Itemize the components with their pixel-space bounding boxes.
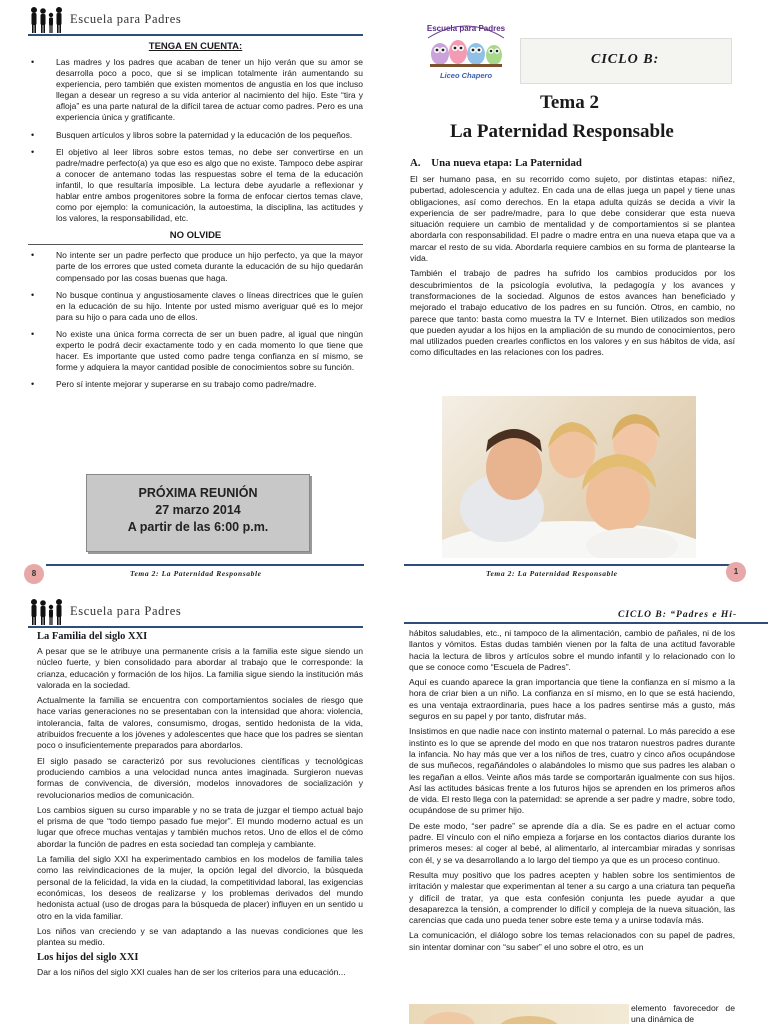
header-ciclo-b: CICLO B: “Padres e Hi- bbox=[618, 610, 738, 620]
ciclo-label: CICLO B: bbox=[591, 52, 660, 67]
q2-body bbox=[410, 174, 735, 392]
heading-hijos: Los hijos del siglo XXI bbox=[37, 952, 139, 964]
list-item: • Busquen artículos y libros sobre la paternidad y la educación de los pequeños. bbox=[28, 130, 363, 141]
list-item: • No existe una única forma correcta de ser un buen padre, al igual que ningún experto le podrá decir exactamente todo y en cada momento lo que tiene que hacer. Es importante que usted como padre tenga confianza en sí mismo, se forme y adquiera la mayor cantidad posible de conocimientos sobre su función. bbox=[28, 329, 363, 373]
paragraph: Insistimos en que nadie nace con instinto maternal o paternal. Lo más parecido a ese instinto es lo que se aprende del modo en que nos trataron nuestros padres durante la infancia. No hay más que ver a los niños de tres, cuatro y cinco años ocupándose de sus muñecos, regañándoles o alabándoles lo mismo que sus padres les alaban o les regañan a ellos. Veinte años más tarde se comportarán igualmente con sus hijos. Así las actitudes básicas frente a los futuros hijos se aprenden en los primeros años de vida. El resto llega con la paternidad: se aprende a ser padre y madre, sobre todo, ocupándose de su primer hijo. bbox=[409, 726, 735, 816]
meeting-title: PRÓXIMA REUNIÓN bbox=[138, 486, 258, 500]
family-silhouette-icon bbox=[28, 6, 66, 34]
list-item: • No busque continua y angustiosamente claves o líneas directrices que le guíen en la educación de su hijo. Intente por usted mismo averiguar qué es lo mejor para su hijo o para cada uno de ellos. bbox=[28, 290, 363, 323]
family-photo-illustration bbox=[442, 396, 696, 558]
owls-logo-icon bbox=[420, 16, 512, 86]
footer-rule bbox=[46, 564, 364, 566]
logo-top-text: Escuela para Padres bbox=[426, 24, 506, 33]
bottom-photo-illustration bbox=[409, 1004, 629, 1024]
meeting-date: 27 marzo 2014 bbox=[155, 503, 241, 517]
paragraph-tail: elemento favorecedor de una dinámica de bbox=[631, 1003, 735, 1024]
paragraph: También el trabajo de padres ha sufrido los cambios producidos por los descubrimientos de la psicología evolutiva, la pedagogía y los avances y transformaciones de la sociedad. Algunos de estos avances han beneficiado y mejorado el trabajo educativo de los padres en su función. Otros, en cambio, no parece que tanto: basta como muestra la TV e Internet. Bien utilizados son medios que pueden ayudar a los hijos en la ampliación de su mundo de conocimientos, pero mal utilizados pueden crearles conflictos en los valores y en sus hábitos de vida, así como dificultades en las relaciones con los padres. bbox=[410, 268, 735, 358]
meeting-time: A partir de las 6:00 p.m. bbox=[127, 520, 269, 534]
bottom-photo-fragment bbox=[409, 1004, 629, 1024]
paragraph: Resulta muy positivo que los padres acepten y hablen sobre los sentimientos de irritación y malestar que experimentan al tener a su cargo a una criatura tan pequeña y difícil de tratar, ya que esta confesión conjunta les puede ayudar a que desaparezca la tensión, a comprender lo difícil y compleja de la nueva situación, las carencias que cada uno pueda tener sobre este tema y a unirse todavía más. bbox=[409, 869, 735, 926]
page-number-badge: 1 bbox=[726, 562, 746, 582]
header-rule bbox=[404, 622, 768, 624]
brand-title: Escuela para Padres bbox=[70, 604, 182, 618]
family-silhouette-icon bbox=[28, 598, 66, 626]
paragraph: De este modo, “ser padre” se aprende día a día. Se es padre en el actuar como padre. El vínculo con el niño empieza a forjarse en los contactos diarios durante los primeros meses: al coger al bebé, al alimentarlo, al intercambiar miradas y sonrisas con él, y se va desarrollando a lo largo del tiempo ya que es un proceso continuo. bbox=[409, 820, 735, 865]
list-no-olvide bbox=[28, 250, 363, 390]
paragraph: La familia del siglo XXI ha experimentado cambios en los modelos de familia tales como las reivindicaciones de la mujer, la opción legal del divorcio, la búsqueda personal de la felicidad, la vida en la ciudad, la competitividad laboral, las exigencias económicas, los deseos de realizarse y los problemas derivados del mundo hedonista actual (uso de drogas para la búsqueda de placer) influyen en un sentido u otro en la vida familiar. bbox=[37, 854, 363, 921]
list-item: • El objetivo al leer libros sobre estos temas, no debe ser convertirse en un padre/madre perfecto(a) ya que eso es algo que no existe. Tampoco debe aspirar a conocer de antemano todas las respuestas sobre el tema de la educación infantil, lo que resultaría imposible. La lectura debe ayudarle a reflexionar y hablar entre ambos progenitores sobre la forma de enfocar ciertos temas clave, como por ejemplo: la comunicación, la autoestima, la disciplina, las actitudes y los valores, la responsabilidad, etc. bbox=[28, 147, 363, 225]
logo-bottom-text: Liceo Chapero bbox=[439, 71, 493, 80]
header-escuela-left-top bbox=[28, 4, 363, 36]
paragraph: El ser humano pasa, en su recorrido como sujeto, por distintas etapas: niñez, pubertad, adolescencia y adultez. En cada una de ellas juega un papel y tiene unas obligaciones, así como derechos. En la etapa adulta quizás se decida a vivir la experiencia de ser padre/madre, para lo que debe considerar que esta nueva situación requiere un cambio de mentalidad y de comportamientos si se plantea abordarla con responsabilidad. El padre o madre entra en una nueva etapa que va a marcar el resto de su vida. Abordarla requiere cambios en su forma de plantearse la vida. bbox=[410, 174, 735, 264]
list-item: • Las madres y los padres que acaban de tener un hijo verán que su amor se desarrolla poco a poco, que si se implican totalmente irán aumentando su experiencia, pero también que existen momentos de angustia en los que incluso llegan a desear un regreso a su vida anterior al nacimiento del hijo. Este “tira y afloja” es una parte natural de la difícil tarea de actuar como padres. Pero es una experiencia única y gratificante. bbox=[28, 57, 363, 124]
list-item: • Pero sí intente mejorar y superarse en su trabajo como padre/madre. bbox=[28, 379, 363, 390]
next-meeting-box bbox=[86, 474, 310, 552]
paragraph: A pesar que se le atribuye una permanente crisis a la familia este sigue siendo un núcleo fuerte, y bien consolidado para abordar al trabajo que le corresponde: la crianza, educación y formación de los hijos. La familia sigue siendo la institución más valorada en la sociedad. bbox=[37, 646, 363, 690]
paragraph: Los niños van creciendo y se van adaptando a las nuevas condiciones que les plantea su medio. bbox=[37, 925, 363, 948]
q1-content bbox=[28, 38, 363, 466]
page-number-badge: 8 bbox=[24, 564, 44, 584]
header-escuela-left-bottom bbox=[28, 596, 363, 628]
q4-body bbox=[409, 628, 735, 1004]
section-title-tenga: TENGA EN CUENTA: bbox=[148, 41, 243, 52]
brand-title: Escuela para Padres bbox=[70, 12, 182, 26]
subheading-nueva-etapa: A. Una nueva etapa: La Paternidad bbox=[410, 157, 582, 169]
paragraph: La comunicación, el diálogo sobre los temas relacionados con su papel de padres, sin intentar dominar con “su saber” el uno sobre el otro, es un bbox=[409, 930, 735, 952]
section-title-no-olvide: NO OLVIDE bbox=[28, 230, 363, 245]
footer-text: Tema 2: La Paternidad Responsable bbox=[486, 569, 618, 578]
paragraph: Actualmente la familia se encuentra con comportamientos sociales de riesgo que hace varias generaciones no se presentaban con la intensidad que ahora: violencia, intolerancia, falta de valores, consumismo, drogas, sentido hedonista de la vida, atribuidos frecuente a los jóvenes y adolescentes que hace que los padres se sientan poco o insuficientemente preparados para abordarlos. bbox=[37, 695, 363, 751]
list-tenga bbox=[28, 57, 363, 224]
header-rule bbox=[28, 626, 363, 628]
q3-body bbox=[37, 631, 363, 1024]
paragraph: Aquí es cuando aparece la gran importancia que tiene la confianza en sí mismo a la hora de criar bien a un niño. La confianza en sí mismo, en lo que se está haciendo, es una ventaja extraordinaria, pues hace a los padres sentirse más a gusto, más seguros en su papel y por tanto, disfrutar más. bbox=[409, 677, 735, 722]
page-title: La Paternidad Responsable bbox=[450, 121, 674, 142]
tema-label: Tema 2 bbox=[540, 92, 599, 113]
family-photo bbox=[442, 396, 696, 558]
paragraph: El siglo pasado se caracterizó por sus revoluciones científicas y tecnológicas produciendo cambios a una velocidad nunca antes imaginada. Surgieron nuevas formas de convivencia, de diversión, modelos innovadores de socialización y revolucionarios medios de comunicación. bbox=[37, 755, 363, 800]
list-item: • No intente ser un padre perfecto que produce un hijo perfecto, ya que la mayor parte de los errores que usted cometa durante la educación de su hijo quedarán compensado por las cosas buenas que haga. bbox=[28, 250, 363, 283]
paragraph: Los cambios siguen su curso imparable y no se trata de juzgar el tiempo actual bajo el prisma de que “todo tiempo pasado fue mejor”. El mundo moderno actual es un lugar que ofrece muchas ventajas y también muchos retos. Uno de ellos el de cómo abordar la función de padres en esta sociedad tan compleja y cambiante. bbox=[37, 804, 363, 849]
footer-text: Tema 2: La Paternidad Responsable bbox=[130, 569, 262, 578]
header-rule bbox=[28, 34, 363, 36]
heading-familia: La Familia del siglo XXI bbox=[37, 631, 148, 642]
paragraph: hábitos saludables, etc., ni tampoco de la alimentación, cambio de pañales, ni de los llantos y vómitos. Estas dudas también vienen por la falta de una actitud favorable hacia la lectura de libros y artículos sobre el mundo infantil y lo relacionado con lo que se conoce como “Escuela de Padres”. bbox=[409, 628, 735, 672]
paragraph: Dar a los niños del siglo XXI cuales han de ser los criterios para una educación... bbox=[37, 967, 346, 978]
ciclo-box bbox=[520, 38, 732, 84]
footer-rule bbox=[404, 564, 730, 566]
